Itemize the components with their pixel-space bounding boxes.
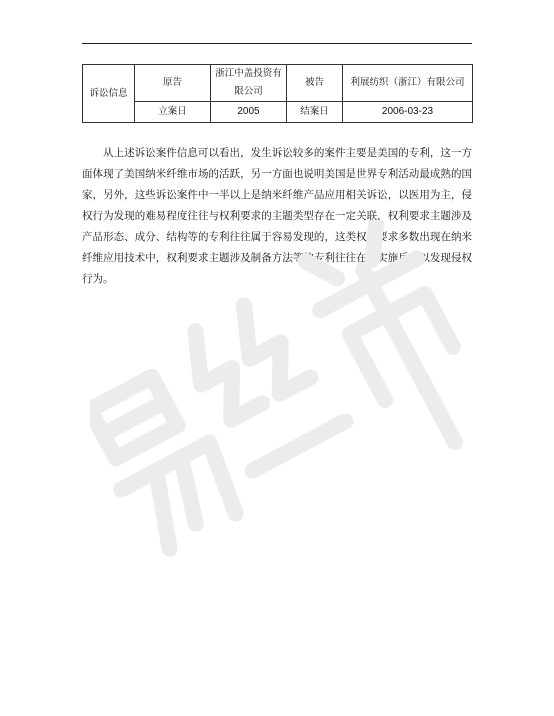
table-row (83, 102, 473, 123)
closed-date-label: 结案日 (287, 102, 343, 123)
closed-date-value: 2006-03-23 (343, 102, 473, 123)
plaintiff-value-line2: 限公司 (234, 86, 263, 97)
filed-date-value: 2005 (211, 102, 287, 123)
defendant-label: 被告 (287, 65, 343, 102)
defendant-value: 利展纺织（浙江）有限公司 (343, 65, 473, 102)
litigation-table (82, 64, 473, 123)
plaintiff-label: 原告 (135, 65, 211, 102)
litigation-info-label: 诉讼信息 (83, 65, 135, 123)
table-row (83, 65, 473, 102)
filed-date-label: 立案日 (135, 102, 211, 123)
plaintiff-value (211, 65, 287, 102)
plaintiff-value-line1: 浙江中盖投资有 (215, 68, 282, 79)
body-paragraph: 从上述诉讼案件信息可以看出，发生诉讼较多的案件主要是美国的专利，这一方面体现了美国纳米纤维市场的活跃，另一方面也说明美国是世界专利活动最成熟的国家，另外，这些诉讼案件中一半以上是纳米纤维产品应用相关诉讼，以医用为主，侵权行为发现的难易程度往往与权利要求的主题类型存在一定关联，权利要求主题涉及产品形态、成分、结构等的专利往往属于容易发现的，这类权利要求多数出现在纳米纤维应用技术中，权利要求主题涉及制备方法等的专利往往在被实施后难以发现侵权行为。 (82, 147, 472, 285)
header-rule (82, 43, 472, 44)
